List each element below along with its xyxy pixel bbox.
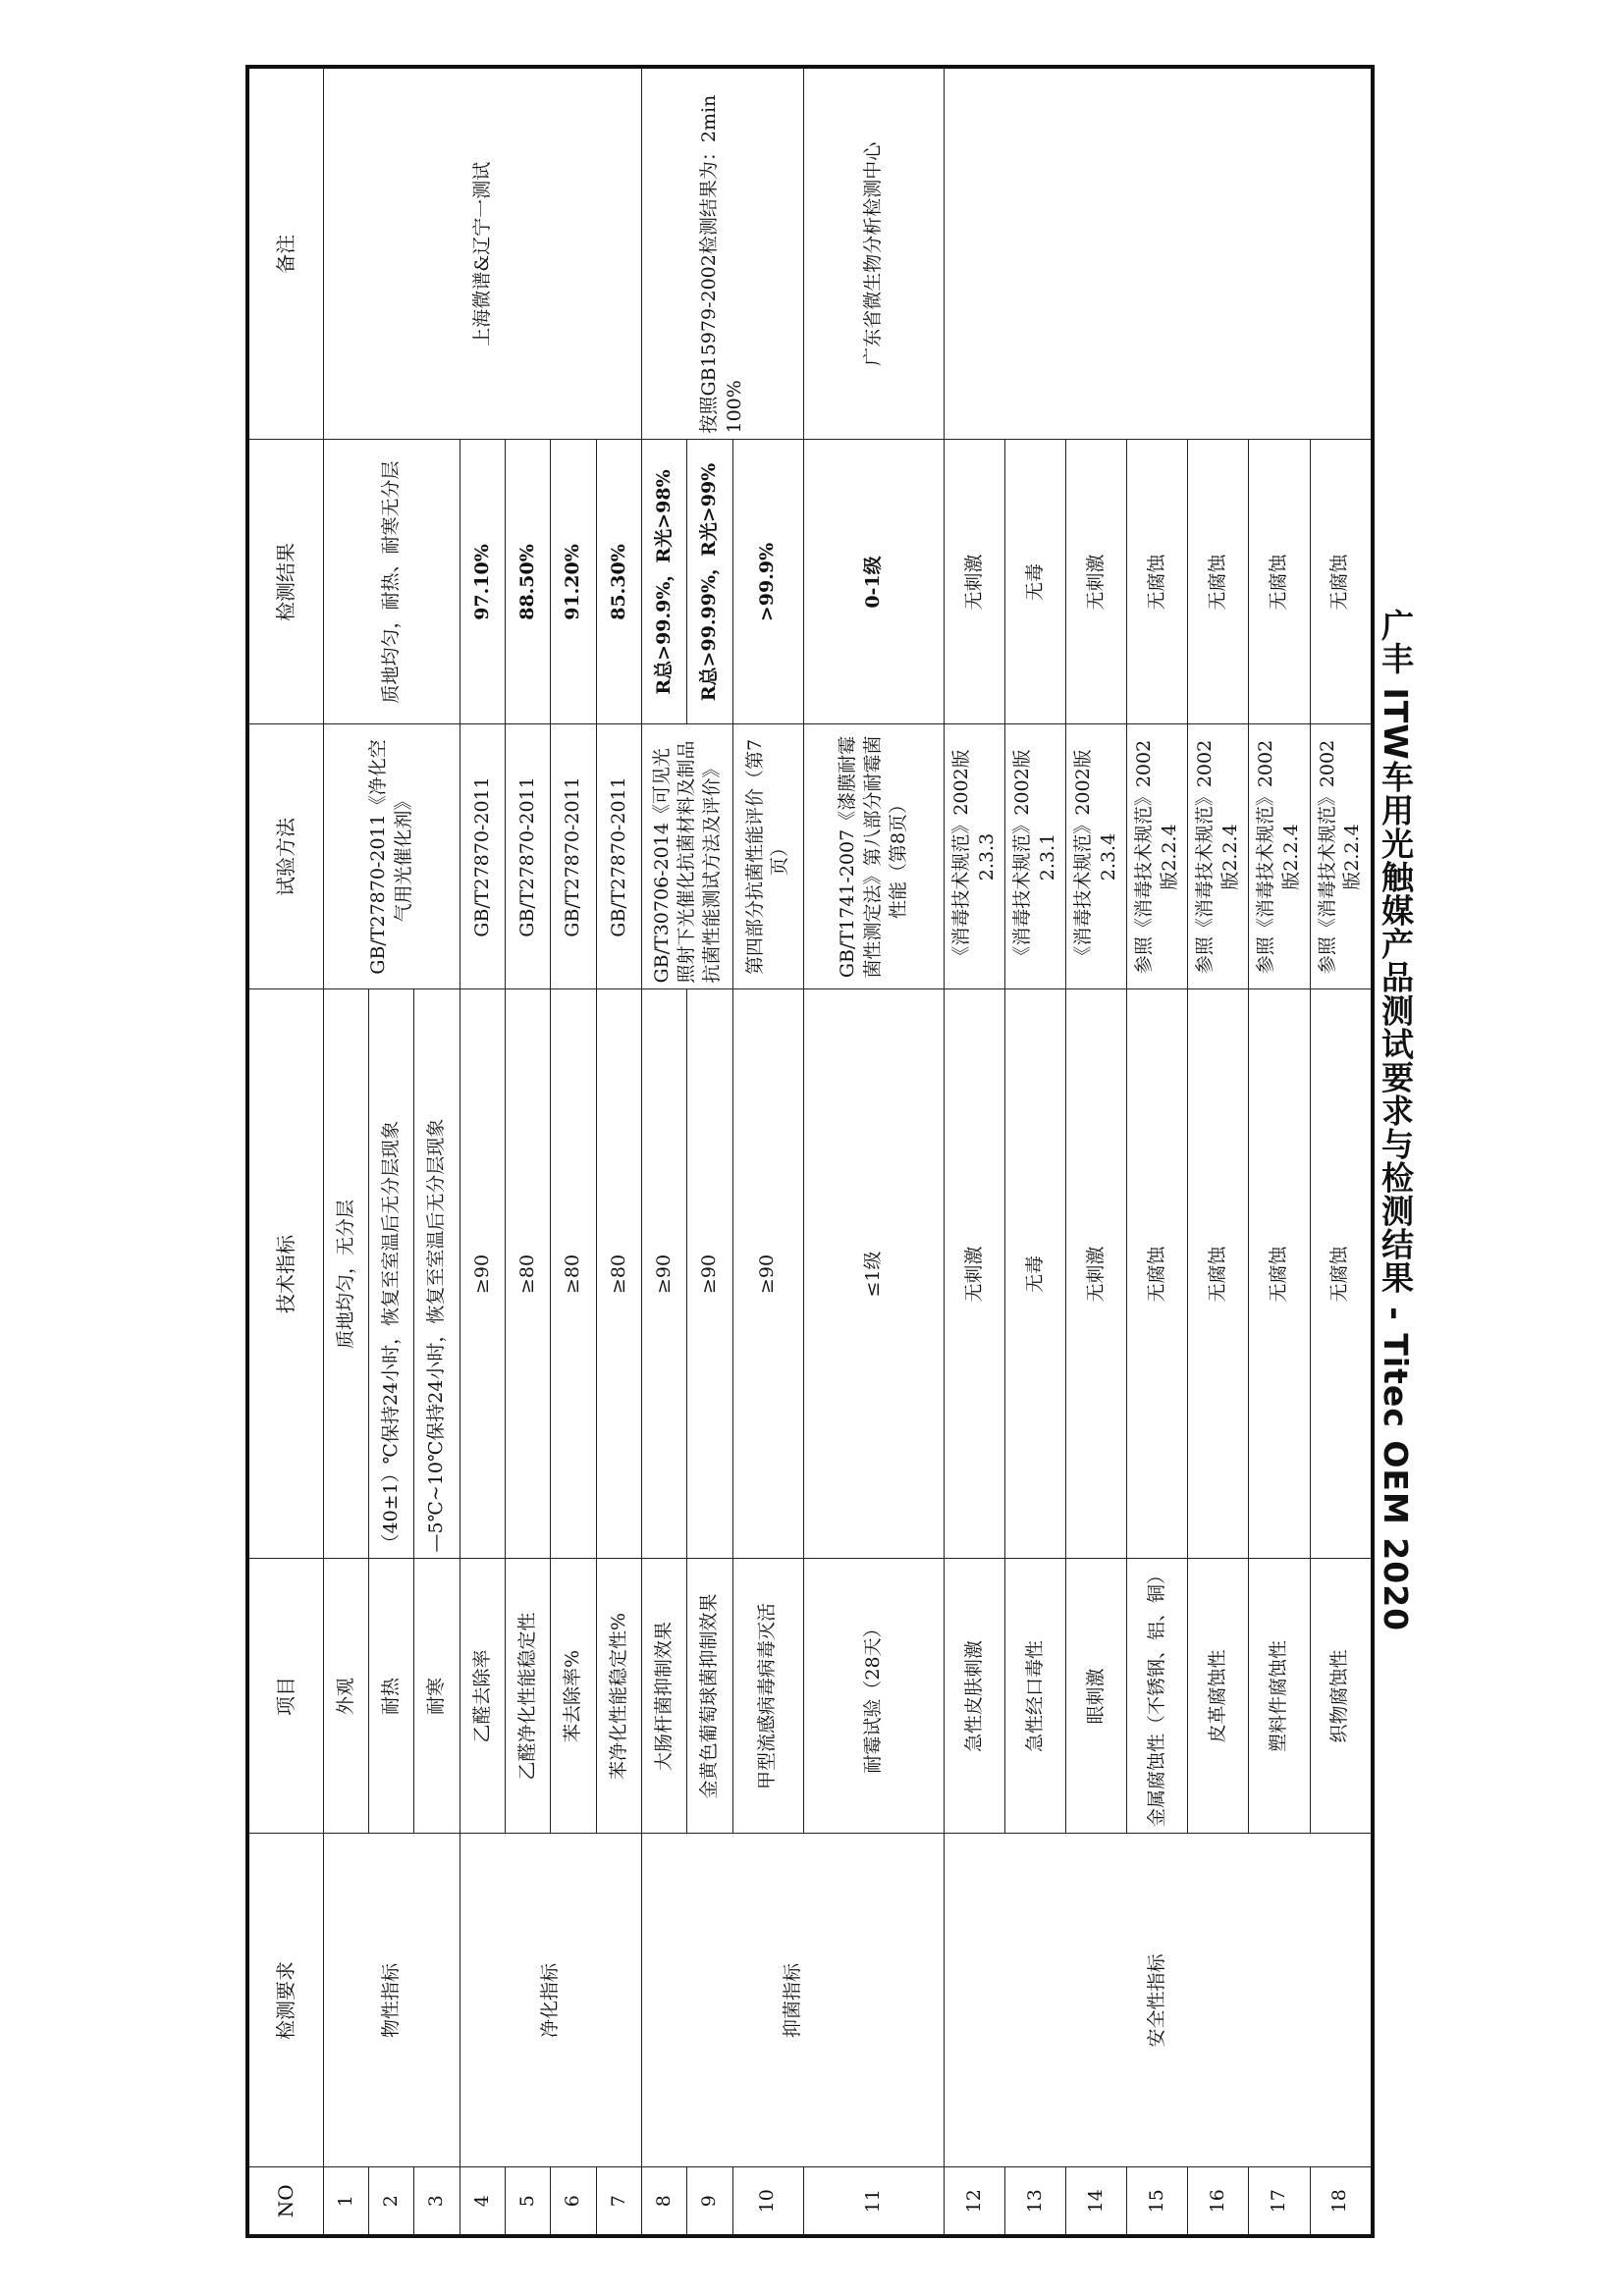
cell-method: 参照《消毒技术规范》2002版2.2.4 bbox=[1310, 724, 1373, 989]
cell-item: 乙醛净化性能稳定性 bbox=[506, 1559, 551, 1834]
cell-item: 眼刺激 bbox=[1066, 1559, 1127, 1834]
cell-tech: ≥90 bbox=[687, 989, 732, 1559]
cell-item: 皮革腐蚀性 bbox=[1188, 1559, 1249, 1834]
cell-item: 塑料件腐蚀性 bbox=[1249, 1559, 1310, 1834]
header-remark: 备注 bbox=[247, 67, 323, 440]
results-table bbox=[245, 65, 1375, 2238]
cell-result: 无腐蚀 bbox=[1188, 440, 1249, 724]
cell-no: 11 bbox=[803, 2167, 944, 2236]
cell-no: 18 bbox=[1310, 2167, 1373, 2236]
page-title: 广丰 ITW车用光触媒产品测试要求与检测结果 - Titec OEM 2020 bbox=[1377, 609, 1415, 1632]
cell-tech: ≤1级 bbox=[803, 989, 944, 1559]
cell-item: 织物腐蚀性 bbox=[1310, 1559, 1373, 1834]
cell-method: GB/T27870-2011 bbox=[460, 724, 505, 989]
cell-result: 97.10% bbox=[460, 440, 505, 724]
cell-tech: 无刺激 bbox=[945, 989, 1005, 1559]
cell-tech: ≥80 bbox=[551, 989, 596, 1559]
header-tech: 技术指标 bbox=[247, 989, 323, 1559]
cell-item: 金属腐蚀性（不锈钢、铝、铜） bbox=[1127, 1559, 1188, 1834]
cell-tech: ≥90 bbox=[460, 989, 505, 1559]
cell-result: 无腐蚀 bbox=[1249, 440, 1310, 724]
cell-no: 8 bbox=[642, 2167, 687, 2236]
cell-item: 外观 bbox=[323, 1559, 368, 1834]
cell-no: 3 bbox=[414, 2167, 460, 2236]
cell-method: 《消毒技术规范》2002版2.3.4 bbox=[1066, 724, 1127, 989]
category-antibac: 抑菌指标 bbox=[642, 1834, 945, 2167]
cell-no: 9 bbox=[687, 2167, 732, 2236]
header-result: 检测结果 bbox=[247, 440, 323, 724]
cell-result: 质地均匀，耐热、耐寒无分层 bbox=[323, 440, 460, 724]
cell-no: 12 bbox=[945, 2167, 1005, 2236]
cell-tech: 无毒 bbox=[1005, 989, 1066, 1559]
cell-tech: 无腐蚀 bbox=[1127, 989, 1188, 1559]
cell-tech: —5℃~10℃保持24小时，恢复至室温后无分层现象 bbox=[414, 989, 460, 1559]
cell-result: 0-1级 bbox=[803, 440, 944, 724]
cell-no: 13 bbox=[1005, 2167, 1066, 2236]
cell-result: R总>99.99%，R光>99% bbox=[687, 440, 732, 724]
cell-result: 88.50% bbox=[506, 440, 551, 724]
cell-method: GB/T27870-2011 bbox=[596, 724, 641, 989]
results-table-container bbox=[245, 69, 1375, 2238]
table-row bbox=[323, 67, 368, 2236]
cell-no: 6 bbox=[551, 2167, 596, 2236]
cell-result: >99.9% bbox=[732, 440, 803, 724]
cell-item: 耐寒 bbox=[414, 1559, 460, 1834]
cell-method: 参照《消毒技术规范》2002版2.2.4 bbox=[1188, 724, 1249, 989]
header-method: 试验方法 bbox=[247, 724, 323, 989]
cell-no: 14 bbox=[1066, 2167, 1127, 2236]
cell-tech: （40±1）℃保持24小时，恢复至室温后无分层现象 bbox=[369, 989, 414, 1559]
category-purify: 净化指标 bbox=[460, 1834, 641, 2167]
cell-method: GB/T1741-2007《漆膜耐霉菌性测定法》第八部分耐霉菌性能（第8页） bbox=[803, 724, 944, 989]
cell-method: GB/T27870-2011 bbox=[506, 724, 551, 989]
cell-no: 1 bbox=[323, 2167, 368, 2236]
cell-method: 第四部分抗菌性能评价（第7页） bbox=[732, 724, 803, 989]
cell-tech: ≥80 bbox=[596, 989, 641, 1559]
cell-item: 乙醛去除率 bbox=[460, 1559, 505, 1834]
cell-item: 耐霉试验（28天） bbox=[803, 1559, 944, 1834]
cell-item: 耐热 bbox=[369, 1559, 414, 1834]
cell-no: 7 bbox=[596, 2167, 641, 2236]
table-row bbox=[945, 67, 1005, 2236]
cell-tech: ≥90 bbox=[642, 989, 687, 1559]
cell-result: 无刺激 bbox=[1066, 440, 1127, 724]
cell-method: 《消毒技术规范》2002版2.3.3 bbox=[945, 724, 1005, 989]
cell-item: 急性皮肤刺激 bbox=[945, 1559, 1005, 1834]
cell-result: R总>99.9%，R光>98% bbox=[642, 440, 687, 724]
cell-method: GB/T30706-2014《可见光照射下光催化抗菌材料及制品抗菌性能测试方法及评价》 bbox=[642, 724, 733, 989]
cell-remark: 按照GB15979-2002检测结果为：2min 100% bbox=[642, 67, 803, 440]
cell-tech: ≥90 bbox=[732, 989, 803, 1559]
category-phys: 物性指标 bbox=[323, 1834, 460, 2167]
cell-no: 17 bbox=[1249, 2167, 1310, 2236]
header-req: 检测要求 bbox=[247, 1834, 323, 2167]
cell-result: 无毒 bbox=[1005, 440, 1066, 724]
header-no: NO bbox=[247, 2167, 323, 2236]
cell-item: 大肠杆菌抑制效果 bbox=[642, 1559, 687, 1834]
table-header-row bbox=[247, 67, 323, 2236]
cell-result: 85.30% bbox=[596, 440, 641, 724]
category-safety: 安全性指标 bbox=[945, 1834, 1374, 2167]
cell-remark: 广东省微生物分析检测中心 bbox=[803, 67, 944, 440]
cell-no: 10 bbox=[732, 2167, 803, 2236]
cell-no: 15 bbox=[1127, 2167, 1188, 2236]
cell-no: 2 bbox=[369, 2167, 414, 2236]
cell-no: 16 bbox=[1188, 2167, 1249, 2236]
cell-method: 参照《消毒技术规范》2002版2.2.4 bbox=[1249, 724, 1310, 989]
cell-no: 5 bbox=[506, 2167, 551, 2236]
cell-item: 急性经口毒性 bbox=[1005, 1559, 1066, 1834]
cell-remark: 上海微谱&辽宁一测试 bbox=[323, 67, 641, 440]
cell-tech: 质地均匀，无分层 bbox=[323, 989, 368, 1559]
cell-item: 甲型流感病毒病毒灭活 bbox=[732, 1559, 803, 1834]
cell-tech: ≥80 bbox=[506, 989, 551, 1559]
cell-method: 《消毒技术规范》2002版2.3.1 bbox=[1005, 724, 1066, 989]
cell-result: 无刺激 bbox=[945, 440, 1005, 724]
cell-tech: 无腐蚀 bbox=[1249, 989, 1310, 1559]
cell-item: 苯去除率% bbox=[551, 1559, 596, 1834]
cell-method: GB/T27870-2011 bbox=[551, 724, 596, 989]
cell-result: 无腐蚀 bbox=[1310, 440, 1373, 724]
header-item: 项目 bbox=[247, 1559, 323, 1834]
cell-item: 苯净化性能稳定性% bbox=[596, 1559, 641, 1834]
cell-method: GB/T27870-2011《净化空气用光催化剂》 bbox=[323, 724, 460, 989]
table-row bbox=[642, 67, 687, 2236]
cell-method: 参照《消毒技术规范》2002版2.2.4 bbox=[1127, 724, 1188, 989]
cell-no: 4 bbox=[460, 2167, 505, 2236]
cell-item: 金黄色葡萄球菌抑制效果 bbox=[687, 1559, 732, 1834]
cell-result: 91.20% bbox=[551, 440, 596, 724]
cell-tech: 无刺激 bbox=[1066, 989, 1127, 1559]
cell-tech: 无腐蚀 bbox=[1310, 989, 1373, 1559]
cell-tech: 无腐蚀 bbox=[1188, 989, 1249, 1559]
cell-remark-empty bbox=[945, 67, 1374, 440]
cell-result: 无腐蚀 bbox=[1127, 440, 1188, 724]
